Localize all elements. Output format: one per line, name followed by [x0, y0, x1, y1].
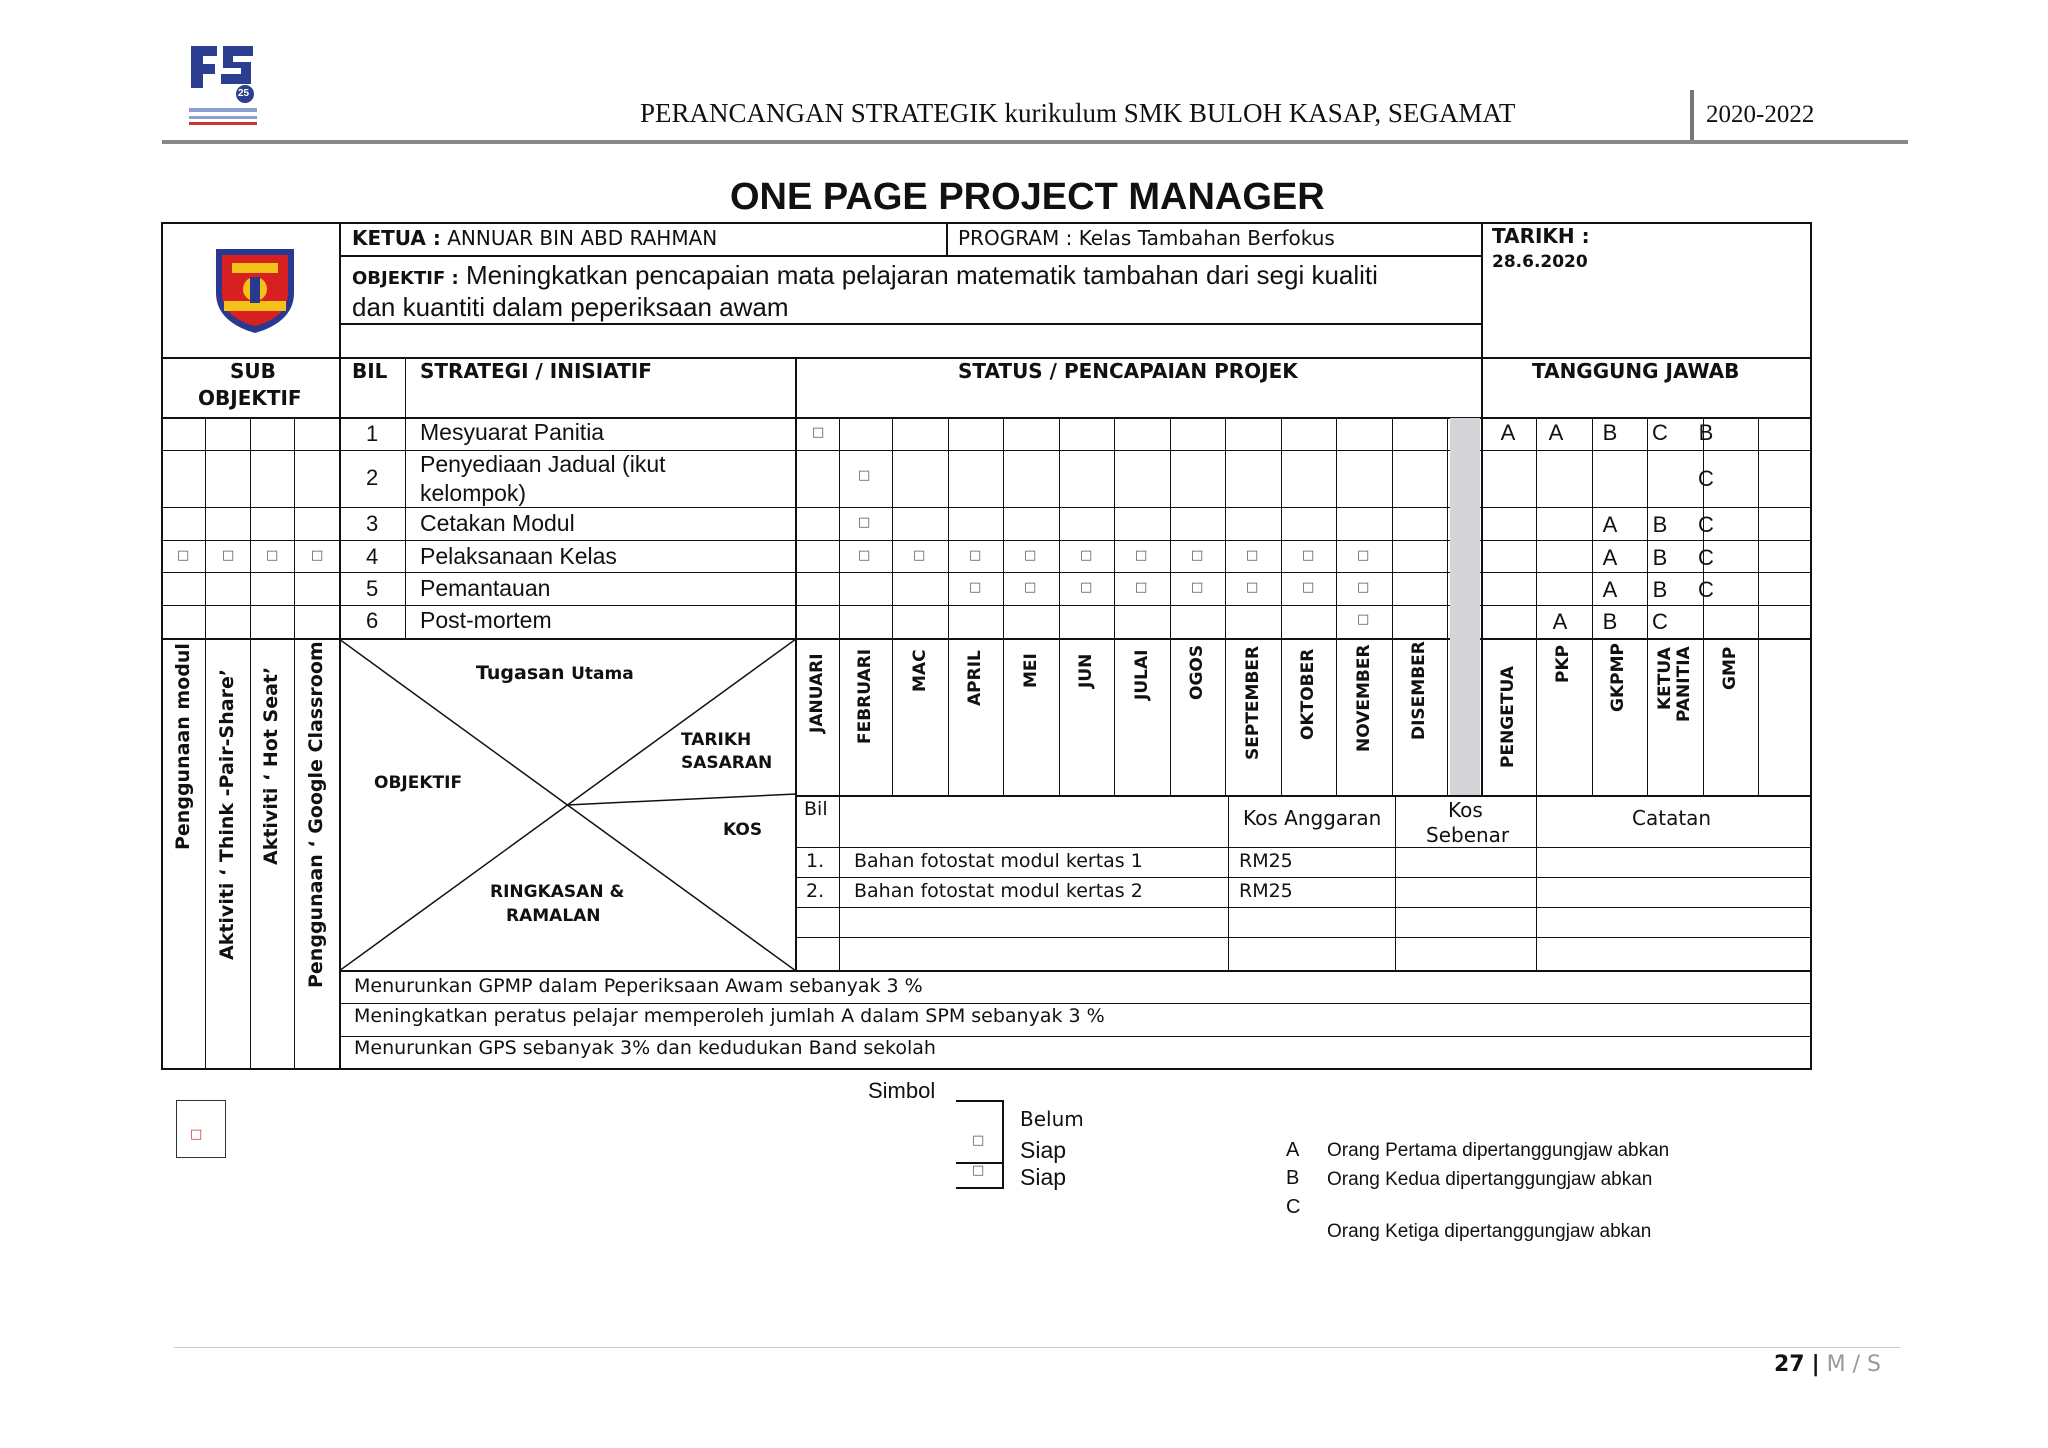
month-label: FEBRUARI [855, 648, 875, 744]
school-crest [210, 243, 300, 337]
month-label: OGOS [1187, 644, 1207, 700]
legend-siap-a: Siap [1020, 1137, 1067, 1163]
resp-letter: B [1652, 512, 1668, 537]
status-mark: □ [1024, 580, 1037, 595]
role-label: PENGETUA [1498, 666, 1518, 768]
status-mark: □ [1080, 548, 1093, 563]
cost-bil-header: Bil [804, 798, 828, 820]
resp-letter: A [1602, 577, 1618, 602]
legend-c-text: Orang Ketiga dipertanggungjaw abkan [1327, 1221, 1652, 1242]
diagram-tarikh: TARIKH [681, 730, 752, 750]
status-mark: □ [1191, 580, 1204, 595]
resp-letter: A [1548, 420, 1564, 445]
cost-item-desc: Bahan fotostat modul kertas 2 [854, 880, 1143, 902]
sub-objective-2: Aktiviti ‘ Think -Pair-Share’ [216, 668, 238, 960]
status-mark: □ [1135, 580, 1148, 595]
target-1: Menurunkan GPMP dalam Peperiksaan Awam sebanyak 3 % [354, 975, 923, 997]
diagram-ringkasan: RINGKASAN & [490, 882, 625, 902]
row-6-strategi: Post-mortem [420, 607, 552, 633]
footer-mark: M / S [1826, 1352, 1882, 1377]
row-1-strategi: Mesyuarat Panitia [420, 419, 605, 445]
tanggung-header: TANGGUNG JAWAB [1532, 359, 1740, 383]
resp-letter: C [1698, 466, 1714, 491]
page-title: ONE PAGE PROJECT MANAGER [730, 176, 1325, 218]
diagram-kos: KOS [723, 820, 763, 840]
legend-b-text: Orang Kedua dipertanggungjaw abkan [1327, 1169, 1653, 1190]
kos-sebenar-header-1: Kos [1448, 798, 1483, 822]
status-mark: □ [1080, 580, 1093, 595]
resp-letter: B [1652, 545, 1668, 570]
sub-objective-mark: □ [177, 548, 190, 563]
status-mark: □ [1246, 548, 1259, 563]
disember-gap [1450, 418, 1480, 795]
resp-letter: C [1698, 577, 1714, 602]
resp-letter: B [1698, 420, 1714, 445]
row-2-strategi: Penyediaan Jadual (ikut [420, 451, 666, 477]
row-5-bil: 5 [366, 576, 379, 601]
role-label: KETUA [1655, 647, 1675, 710]
footer [1774, 1354, 1881, 1376]
month-label: MAC [910, 649, 930, 692]
status-mark: □ [1135, 548, 1148, 563]
diagram-ramalan: RAMALAN [506, 906, 601, 926]
role-label: GMP [1720, 646, 1740, 690]
status-mark: □ [1357, 580, 1370, 595]
row-5-strategi: Pemantauan [420, 575, 551, 601]
resp-letter: A [1602, 545, 1618, 570]
legend-b: B [1286, 1167, 1300, 1189]
legend-a: A [1286, 1139, 1300, 1161]
ketua-value: ANNUAR BIN ABD RAHMAN [447, 226, 718, 250]
ketua-label: KETUA : [352, 226, 441, 250]
status-mark: □ [1246, 580, 1259, 595]
status-mark: □ [858, 468, 871, 483]
legend-box [176, 1100, 226, 1158]
sub-objective-mark: □ [266, 548, 279, 563]
footer-sep: | [1811, 1352, 1820, 1377]
sub-objektif-header-2: OBJEKTIF [198, 386, 302, 410]
cost-item-desc: Bahan fotostat modul kertas 1 [854, 850, 1143, 872]
header-title: PERANCANGAN STRATEGIK kurikulum SMK BULOH KASAP, SEGAMAT [640, 98, 1516, 128]
sub-objective-3: Aktiviti ‘ Hot Seat’ [260, 666, 282, 865]
diagram-utama: Utama [571, 664, 634, 684]
diagram-objektif: OBJEKTIF [374, 773, 463, 793]
row-1-bil: 1 [366, 421, 379, 446]
month-label: MEI [1021, 653, 1041, 688]
kos-anggaran-header: Kos Anggaran [1243, 806, 1382, 830]
program-label: PROGRAM : [958, 226, 1073, 250]
role-label: GKPMP [1608, 643, 1628, 712]
legend-mark-siap-a: □ [972, 1133, 985, 1148]
target-3: Menurunkan GPS sebanyak 3% dan kedudukan Band sekolah [354, 1037, 936, 1059]
month-label: NOVEMBER [1354, 644, 1374, 752]
legend-belum: Belum [1020, 1107, 1084, 1131]
cost-item-no: 1. [806, 850, 825, 872]
status-mark: □ [913, 548, 926, 563]
role-label: PKP [1553, 644, 1573, 683]
legend-siap-b: Siap [1020, 1164, 1067, 1190]
objektif-line2: dan kuantiti dalam peperiksaan awam [352, 292, 789, 322]
status-mark: □ [1191, 548, 1204, 563]
page-number: 27 [1774, 1352, 1805, 1377]
sub-objective-4: Penggunaan ‘ Google Classroom [305, 641, 327, 988]
legend-a-text: Orang Pertama dipertanggungjaw abkan [1327, 1140, 1670, 1161]
status-mark: □ [812, 425, 825, 440]
month-label: JANUARI [807, 653, 827, 733]
status-mark: □ [858, 548, 871, 563]
logo-number: 25 [238, 88, 250, 99]
row-4-strategi: Pelaksanaan Kelas [420, 543, 617, 569]
target-2: Meningkatkan peratus pelajar memperoleh jumlah A dalam SPM sebanyak 3 % [354, 1005, 1105, 1027]
resp-letter: C [1698, 545, 1714, 570]
month-label: JULAI [1132, 649, 1152, 700]
status-mark: □ [1357, 612, 1370, 627]
kos-sebenar-header-2: Sebenar [1426, 823, 1510, 847]
resp-letter: C [1698, 512, 1714, 537]
bil-header: BIL [352, 359, 388, 383]
status-mark: □ [1302, 580, 1315, 595]
status-mark: □ [1302, 548, 1315, 563]
simbol-label: Simbol [868, 1078, 936, 1103]
cost-item-no: 2. [806, 880, 825, 902]
status-mark: □ [858, 515, 871, 530]
resp-letter: B [1652, 577, 1668, 602]
legend-c: C [1286, 1196, 1301, 1218]
month-label: JUN [1076, 653, 1096, 688]
row-6-bil: 6 [366, 608, 379, 633]
strategi-header: STRATEGI / INISIATIF [420, 359, 652, 383]
resp-letter: A [1602, 512, 1618, 537]
legend-box-mark: □ [190, 1127, 203, 1142]
resp-letter: C [1652, 609, 1668, 634]
diagram-tugasan: Tugasan [476, 662, 565, 684]
row-2-bil: 2 [366, 465, 379, 490]
month-label: DISEMBER [1409, 641, 1429, 740]
row-2-strategi-cont: kelompok) [420, 480, 527, 506]
cost-item-kos: RM25 [1239, 850, 1293, 872]
tarikh-label: TARIKH : [1492, 224, 1590, 248]
sub-objektif-header-1: SUB [230, 359, 276, 383]
catatan-header: Catatan [1632, 806, 1712, 830]
diagram-sasaran: SASARAN [681, 753, 773, 773]
month-label: OKTOBER [1298, 648, 1318, 740]
role-label: PANITIA [1674, 646, 1694, 722]
status-mark: □ [1024, 548, 1037, 563]
tarikh-value: 28.6.2020 [1492, 252, 1588, 272]
status-mark: □ [969, 548, 982, 563]
status-header: STATUS / PENCAPAIAN PROJEK [958, 359, 1298, 383]
resp-letter: A [1552, 609, 1568, 634]
cost-item-kos: RM25 [1239, 880, 1293, 902]
objektif-label: OBJEKTIF : [352, 268, 459, 289]
status-mark: □ [969, 580, 982, 595]
footer-rule [174, 1347, 1900, 1348]
resp-letter: A [1500, 420, 1516, 445]
sub-objective-1: Penggunaan modul [172, 643, 194, 850]
sub-objective-mark: □ [311, 548, 324, 563]
row-3-bil: 3 [366, 511, 379, 536]
month-label: APRIL [965, 650, 985, 706]
resp-letter: B [1602, 420, 1618, 445]
status-mark: □ [1357, 548, 1370, 563]
sub-objective-mark: □ [222, 548, 235, 563]
row-3-strategi: Cetakan Modul [420, 510, 575, 536]
header-years: 2020-2022 [1706, 101, 1815, 128]
program-value: Kelas Tambahan Berfokus [1078, 226, 1335, 250]
resp-letter: C [1652, 420, 1668, 445]
legend-mark-siap-b: □ [972, 1163, 985, 1178]
row-4-bil: 4 [366, 544, 379, 569]
resp-letter: B [1602, 609, 1618, 634]
objektif-line1: Meningkatkan pencapaian mata pelajaran matematik tambahan dari segi kualiti [465, 260, 1378, 290]
month-label: SEPTEMBER [1243, 645, 1263, 760]
